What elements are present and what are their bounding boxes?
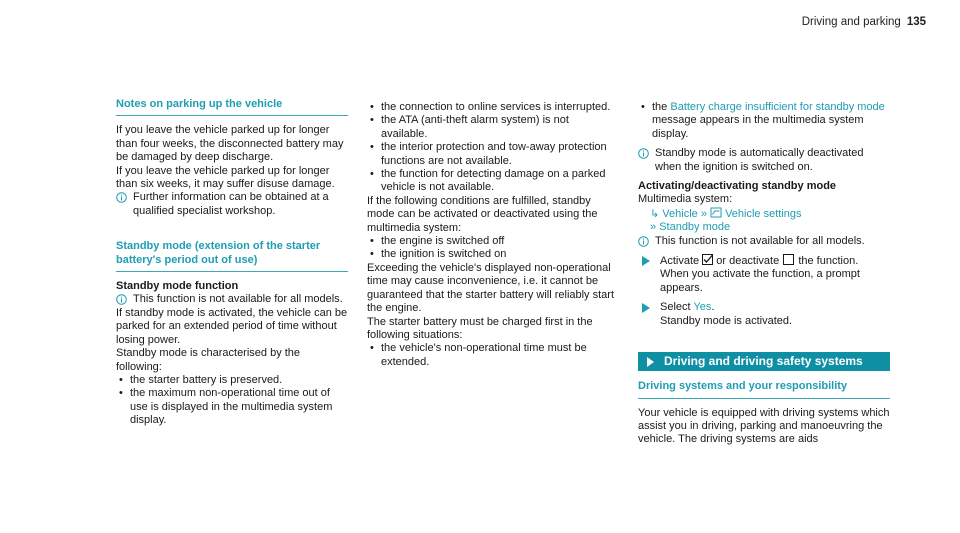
conditions-paragraph: If the following conditions are fulfilled, standby mode can be activated or deactivated using the multimedia system: [367, 194, 598, 234]
function-info [116, 293, 348, 306]
availability-info [638, 235, 890, 248]
list-item [638, 101, 890, 141]
info-icon [638, 236, 649, 247]
list-item: • the connection to online services is interrupted. [367, 101, 617, 114]
list-item: • the starter battery is preserved. [116, 374, 348, 387]
column-3 [638, 101, 890, 447]
function-paragraph-2: Standby mode is characterised by the following: [116, 347, 301, 373]
info-icon [638, 148, 649, 159]
function-heading: Standby mode function [116, 280, 239, 293]
step-activate [638, 254, 890, 295]
step2-text-c: Standby mode is activated. [660, 314, 793, 327]
list-item: • the engine is switched off [367, 235, 617, 248]
auto-deactivate-text: Standby mode is automatically deactivated when the ignition is switched on. [655, 147, 864, 173]
yes-option[interactable]: Yes [693, 301, 712, 314]
charged-paragraph: The starter battery must be charged first in the following situations: [367, 315, 593, 341]
info-icon [116, 192, 127, 203]
step1-text-b: or deactivate [713, 255, 783, 268]
function-info-text: This function is not available for all models. [133, 293, 343, 306]
conditions-bullets [367, 235, 617, 262]
page-header [802, 16, 926, 28]
bullet-prefix: the [652, 101, 671, 113]
section-band: Driving and driving safety systems [638, 352, 890, 371]
car-settings-icon [710, 207, 722, 218]
path-standby-mode[interactable]: Standby mode [659, 221, 731, 234]
step-select-yes [638, 301, 890, 328]
info-icon [116, 294, 127, 305]
menu-arrow-icon: » [650, 221, 657, 234]
checkbox-icon [783, 254, 794, 265]
path-vehicle-settings[interactable]: Vehicle settings [725, 207, 802, 220]
step1-text-c: the function. [795, 255, 859, 268]
message-bullets [638, 101, 890, 141]
menu-arrow-icon: » [700, 207, 707, 220]
step-arrow-icon [642, 303, 650, 313]
message-link[interactable]: Battery charge insufficient for standby mode [670, 101, 885, 113]
list-item: • the function for detecting damage on a parked vehicle is not available. [367, 168, 617, 195]
step-arrow-icon [642, 256, 650, 266]
step2-text-a: Select [660, 301, 694, 314]
function-bullets [116, 374, 348, 428]
path-vehicle[interactable]: Vehicle [662, 207, 698, 220]
systems-paragraph: Your vehicle is equipped with driving systems which assist you in driving, parking and manoeuvring the vehicle. The driving systems are aids [638, 406, 890, 446]
charged-bullets [367, 342, 617, 369]
menu-path [638, 207, 890, 221]
page-number: 135 [906, 16, 926, 28]
list-item: • the ignition is switched on [367, 248, 617, 261]
notes-info [116, 191, 348, 218]
checkbox-checked-icon [702, 254, 713, 265]
notes-info-text: Further information can be obtained at a qualified specialist workshop. [133, 191, 329, 217]
step1-text-d: When you activate the function, a prompt appears. [660, 268, 860, 294]
step2-text-b: . [711, 301, 715, 314]
availability-text: This function is not available for all models. [655, 234, 865, 247]
bullet-suffix: message appears in the multimedia system display. [652, 114, 864, 140]
section-title: Driving and parking [801, 16, 901, 28]
column-2 [367, 101, 617, 369]
menu-path-2 [638, 221, 890, 234]
list-item: • the ATA (anti-theft alarm system) is not available. [367, 114, 617, 141]
menu-arrow-icon: ↳ [650, 207, 660, 220]
function-paragraph-1: If standby mode is activated, the vehicle can be parked for an extended period of time without losing power. [116, 306, 348, 346]
standby-bullets [367, 101, 617, 195]
systems-heading: Driving systems and your responsibility [638, 380, 890, 398]
notes-heading: Notes on parking up the vehicle [116, 98, 348, 116]
auto-deactivate-info [638, 147, 890, 174]
list-item: • the interior protection and tow-away protection functions are not available. [367, 141, 617, 168]
notes-paragraph-1: If you leave the vehicle parked up for longer than four weeks, the disconnected battery may be damaged by deep discharge. [116, 124, 344, 164]
standby-heading: Standby mode (extension of the starter battery's period out of use) [116, 240, 348, 272]
list-item: • the vehicle's non-operational time must be extended. [367, 342, 617, 369]
list-item: • the maximum non-operational time out of use is displayed in the multimedia system display. [116, 387, 348, 427]
multimedia-label: Multimedia system: [638, 193, 733, 206]
column-1 [116, 98, 348, 428]
step1-text-a: Activate [660, 255, 703, 268]
exceeding-paragraph: Exceeding the vehicle's displayed non-operational time may cause inconvenience, i.e. it cannot be guaranteed that the starter battery will reliably start the engine. [367, 261, 615, 315]
activate-heading: Activating/deactivating standby mode [638, 180, 837, 193]
notes-paragraph-2: If you leave the vehicle parked up for longer than six weeks, it may suffer disuse damage. [116, 164, 335, 191]
